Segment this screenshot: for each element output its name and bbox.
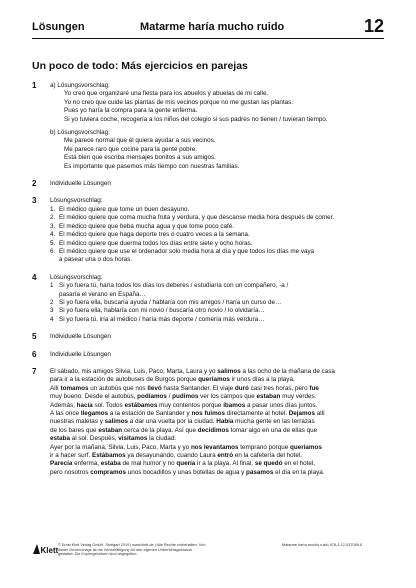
section-number: 7 — [32, 366, 37, 376]
section-1b-lines — [50, 137, 384, 171]
answer-line: Si yo tuviera coche, recogería a los niños del colegio si sus padres no tienen / tuvieran tiempo. — [64, 115, 328, 123]
verb-highlight: Parecía — [50, 460, 73, 468]
verb-highlight: queríamos — [290, 443, 322, 451]
verb-highlight: estaban — [256, 393, 281, 401]
page-header — [32, 18, 384, 40]
list-item: 2 Si yo fuera ella, buscaría ayuda / hablaría con mis amigos / haría un curso de… — [50, 298, 282, 306]
list-item: 4. El médico quiere que haga deporte tres o cuatro veces a la semana. — [50, 231, 250, 239]
verb-highlight: compramos — [90, 468, 126, 476]
story-line: estaba al sol. Después, visitamos la ciudad. — [50, 435, 177, 443]
verb-highlight: hacía — [76, 401, 93, 409]
verb-highlight: fue — [309, 384, 319, 392]
verb-highlight: estaba — [100, 460, 121, 468]
section-3 — [32, 197, 384, 264]
section-1b-label: b) Lösungsvorschlag: — [50, 129, 110, 137]
answer-line: Pues yo haría la compra para la gente enferma. — [64, 107, 198, 115]
header-section-label: Lösungen — [32, 21, 85, 33]
page-title: Un poco de todo: Más ejercicios en parejas — [32, 60, 248, 72]
answer-line: Yo no creo que cuide las plantas de mis vecinos porque no me gustan las plantas. — [64, 98, 294, 106]
answer-line: Está bien que escriba mensajes bonitos a sus amigos. — [64, 154, 216, 162]
story-line: ir a hacer surf. Estábamos ya desayunando, cuando Laura entró en la cafetería del hotel. — [50, 452, 303, 460]
list-item: 2. El médico quiere que coma mucha fruta y verdura, y que descanse media hora después de comer. — [50, 214, 335, 222]
verb-highlight: estábamos — [124, 401, 158, 409]
verb-highlight: llegamos — [80, 410, 109, 417]
header-rule — [32, 38, 384, 39]
list-item: 1 Si yo fuera tú, haría todos los días los deberes / estudiaría con un compañero, -a / — [50, 282, 289, 290]
verb-highlight: íbamos — [223, 401, 246, 409]
answer-line: Me parece raro que cocine para la gente pobre. — [64, 145, 198, 153]
list-item: 4 Si yo fuera tú, iría al médico / haría más deporte / comería más verdura… — [50, 315, 265, 323]
verb-highlight: nos levantamos — [190, 443, 239, 451]
section-5 — [32, 333, 384, 341]
verb-highlight: decidimos — [197, 426, 229, 434]
footer-reference: Matarme haría mucho ruido 978-3-12-537069-6 — [282, 543, 363, 547]
verb-highlight: queríamos — [198, 376, 230, 384]
list-item: 3. El médico quiere que beba mucha agua y que tome poco café. — [50, 222, 235, 230]
section-3-label: Lösungsvorschlag: — [50, 197, 103, 205]
verb-highlight: quería — [176, 460, 196, 468]
list-item: 6. El médico quiere que use el ordenador solo media hora al día y que todos los días me vaya — [50, 247, 315, 255]
section-2 — [32, 180, 384, 188]
section-text: Individuelle Lösungen — [50, 333, 111, 341]
verb-highlight: Había — [216, 418, 234, 426]
verb-highlight: entró — [217, 452, 234, 460]
answer-line: Me parece normal que él quiera ayudar a sus vecinos. — [64, 137, 216, 145]
page-number: 12 — [363, 16, 384, 36]
verb-highlight: duró — [234, 384, 249, 392]
story-line: A las once llegamos a la estación de Santander y nos fuimos directamente al hotel. Dejamos allí — [50, 410, 325, 417]
section-text: Individuelle Lösungen — [50, 180, 111, 188]
verb-highlight: nos fuimos — [191, 410, 226, 417]
story-line: El sábado, mis amigos Silvia, Luis, Paco, Marta, Laura y yo salimos a las ocho de la mañana de casa — [50, 367, 335, 375]
story-line: pero nosotros compramos unos bocadillos y unas botellas de agua y pasamos el día en la playa. — [50, 468, 325, 476]
section-6 — [32, 351, 384, 359]
verb-highlight: Dejamos — [288, 410, 315, 417]
story-text — [50, 368, 384, 477]
section-4-label: Lösungsvorschlag: — [50, 273, 103, 281]
section-7 — [32, 368, 384, 477]
story-line: de los bares que estaban cerca de la playa. Así que decidimos tomar algo en una de ellas que — [50, 426, 318, 434]
section-text: Individuelle Lösungen — [50, 350, 111, 358]
verb-highlight: se quedó — [254, 460, 283, 468]
section-number: 3 — [32, 196, 37, 206]
story-line: muy bueno: Desde el autobús, podíamos / pudimos ver los campos que estaban muy verdes. — [50, 393, 317, 401]
verb-highlight: Estábamos — [92, 452, 126, 460]
section-number: 5 — [32, 332, 37, 342]
answer-line: Es importante que pasemos más tiempo con nuestras familias. — [64, 162, 240, 170]
story-line: nuestras maletas y salimos a dar una vuelta por la ciudad. Había mucha gente en las terrazas — [50, 418, 315, 426]
list-item: 1. El médico quiere que tome un buen desayuno. — [50, 205, 190, 213]
story-line: Ayer por la mañana, Silvia, Luis, Paco, Marta y yo nos levantamos temprano porque queríamos — [50, 443, 322, 451]
section-number: 2 — [32, 179, 37, 189]
verb-highlight: estaba — [50, 435, 70, 443]
verb-highlight: tomamos — [60, 384, 89, 392]
klett-logo-text: Klett — [40, 546, 59, 555]
list-item-continuation: a pasear una o dos horas. — [59, 256, 133, 264]
section-number: 1 — [32, 81, 37, 90]
story-line: Parecía enferma, estaba de mal humor y no quería ir a la playa. Al final, se quedó en el hotel, — [50, 460, 316, 468]
section-1a-lines — [50, 90, 384, 124]
answer-line: Yo creo que organizaré una fiesta para los abuelos y abuelas de mi calle. — [64, 90, 269, 98]
section-number: 4 — [32, 272, 37, 282]
list-item: 3 Si yo fuera ella, hablaría con mi novio / buscaría otro novio / lo olvidaría… — [50, 307, 265, 315]
klett-logo — [32, 542, 59, 556]
verb-highlight: salimos — [104, 418, 129, 426]
section-1 — [32, 82, 384, 171]
list-item-continuation: pasaría el verano en España… — [59, 290, 146, 298]
section-number: 6 — [32, 349, 37, 359]
verb-highlight: salimos — [217, 367, 241, 375]
verb-highlight: podíamos — [137, 393, 167, 401]
list-item: 5. El médico quiere que duerma todos los días entre siete y ocho horas. — [50, 239, 253, 247]
verb-highlight: llevó — [147, 384, 162, 392]
story-line: para ir a la estación de autobuses de Burgos porque queríamos ir unos días a la playa. — [50, 376, 295, 384]
verb-highlight: visitamos — [118, 435, 148, 443]
section-1a-label: a) Lösungsvorschlag: — [50, 82, 110, 89]
verb-highlight: pudimos — [172, 393, 199, 401]
header-unit-title: Matarme haría mucho ruido — [140, 21, 285, 33]
section-4 — [32, 274, 384, 324]
story-line: Allí tomamos un autobús que nos llevó hasta Santander. El viaje duró casi tres horas, pero fue — [50, 384, 319, 392]
story-line: Además, hacía sol. Todos estábamos muy contentos porque íbamos a pasar unos días juntos. — [50, 401, 318, 409]
verb-highlight: pasamos — [246, 468, 274, 476]
copyright-text: © Ernst Klett Verlag GmbH, Stuttgart 2019 | www.klett.de | Alle Rechte vorbehalten. Von dieser Druckvorlage ist die Vervielfältigung für den eigenen Unterrichtsgebrauch gestattet. Die Kopiergebühren sind abgegolten. — [58, 543, 206, 557]
content — [32, 82, 384, 477]
verb-highlight: estaban — [98, 426, 123, 434]
